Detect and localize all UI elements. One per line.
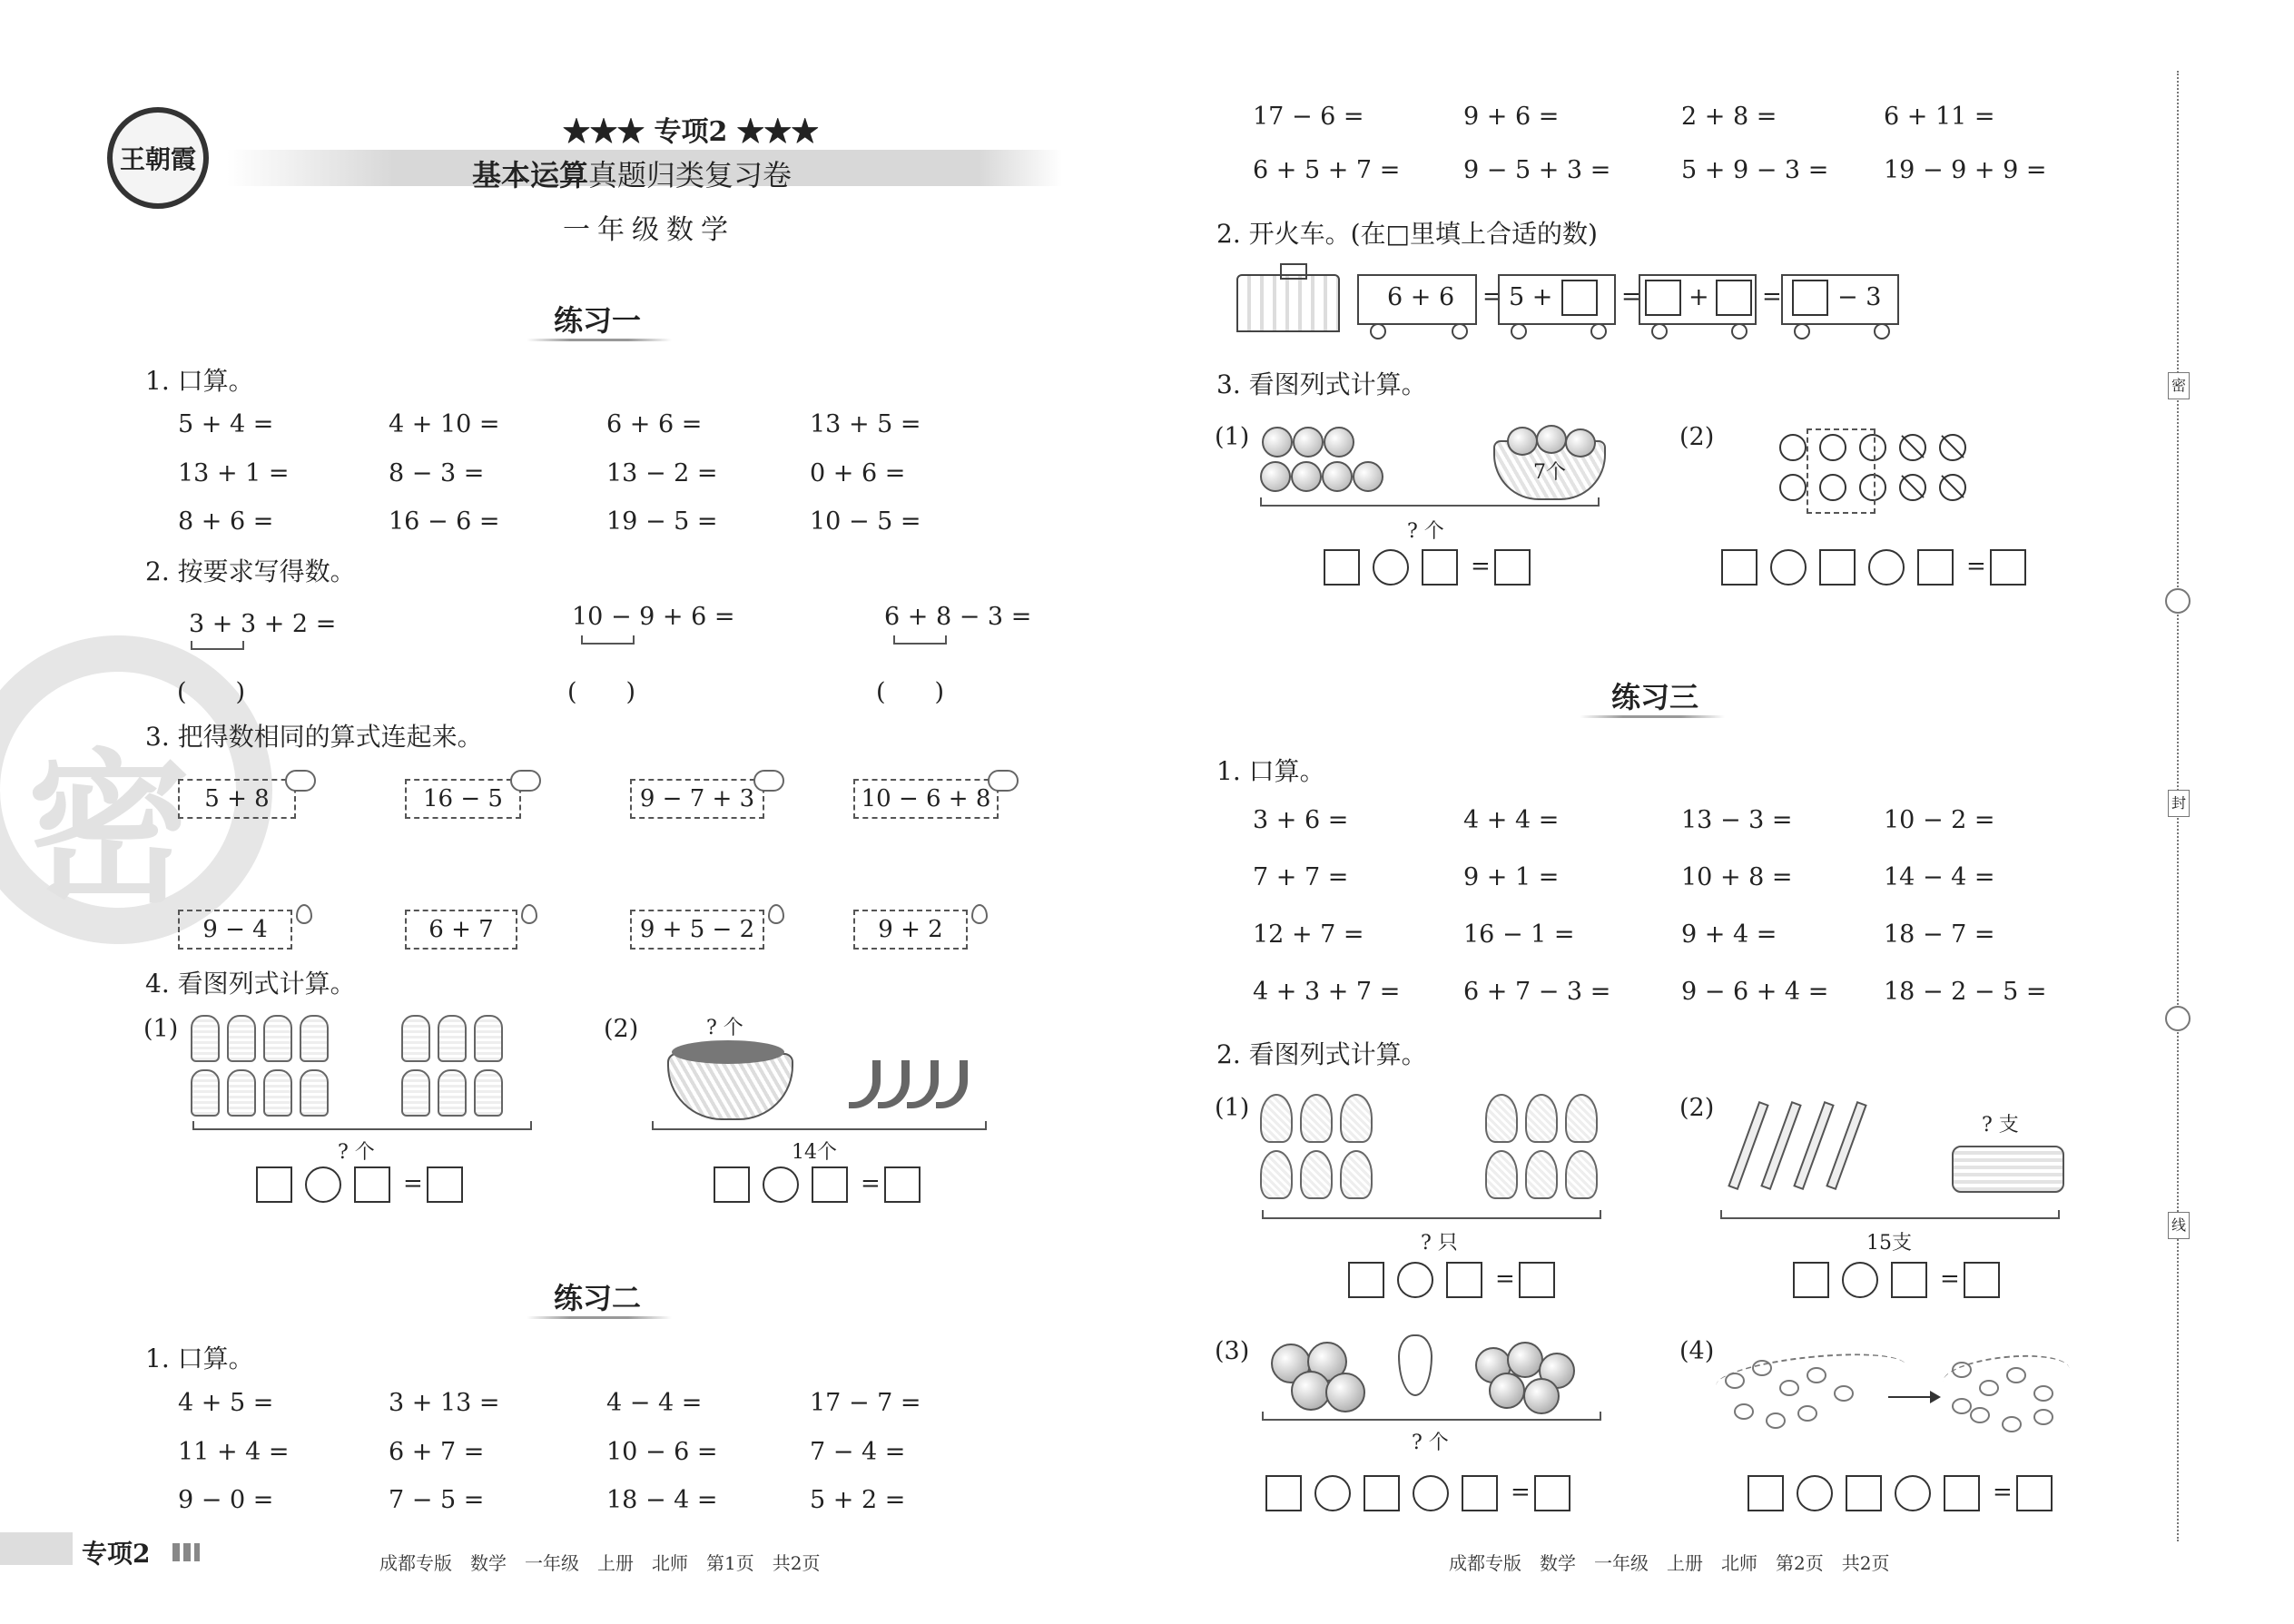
doll-icon xyxy=(263,1015,292,1062)
footer-badge: 专项2 xyxy=(82,1539,151,1569)
arrow-head-icon xyxy=(1930,1391,1941,1403)
wheel-icon xyxy=(1590,323,1607,340)
cloud-icon xyxy=(988,770,1019,792)
header-subtitle: 一年级数学 xyxy=(563,214,735,246)
duck-icon xyxy=(2006,1367,2026,1383)
monkey-icon xyxy=(1300,1094,1333,1143)
ex2-q3-1-brace xyxy=(1260,497,1600,507)
result-box[interactable] xyxy=(1534,1475,1570,1511)
duck-icon xyxy=(2033,1385,2053,1402)
duck-icon xyxy=(1752,1360,1772,1376)
wheel-icon xyxy=(1511,323,1527,340)
page-2-footer: 成都专版 数学 一年级 上册 北师 第2页 共2页 xyxy=(1449,1552,1890,1574)
ex1-q2-brace xyxy=(893,635,947,645)
footer-band xyxy=(0,1532,73,1565)
train-car-3-text: + xyxy=(1689,283,1709,311)
ex1-q3-top-expression[interactable]: 5 + 8 xyxy=(178,779,296,819)
monkey-icon xyxy=(1565,1094,1598,1143)
duck-icon xyxy=(1779,1380,1799,1396)
brand-logo-text: 王朝霞 xyxy=(119,144,196,174)
equals-sign: = xyxy=(1511,1479,1531,1506)
ex2-q1-item: 4 + 5 = xyxy=(178,1389,274,1417)
ex2-q1-item: 10 − 6 = xyxy=(606,1438,718,1466)
ex3-q2-2-total: 15支 xyxy=(1866,1232,1912,1255)
binding-mark: 密 xyxy=(2168,372,2190,399)
apple-icon xyxy=(1262,427,1293,458)
monkey-icon xyxy=(1340,1150,1373,1199)
apple-in-basket-icon xyxy=(1507,427,1538,456)
orange-icon xyxy=(1325,1373,1365,1412)
ex2-q1-item: 3 + 13 = xyxy=(389,1389,500,1417)
train-answer-box[interactable] xyxy=(1561,280,1598,316)
ex1-q3-top-expression[interactable]: 10 − 6 + 8 xyxy=(853,779,999,819)
ex2-q1-item: 7 − 4 = xyxy=(810,1438,906,1466)
ex1-q4-1-brace xyxy=(192,1121,532,1130)
ex3-q1-item: 12 + 7 = xyxy=(1253,920,1364,949)
circle-icon xyxy=(1779,474,1807,501)
ex2-q1-item: 5 + 2 = xyxy=(810,1486,906,1514)
operator-circle[interactable] xyxy=(1895,1475,1931,1511)
ex2-q1-continued-item: 6 + 5 + 7 = xyxy=(1253,156,1401,184)
result-box[interactable] xyxy=(1494,549,1531,586)
ex3-q1-heading: 1. 口算。 xyxy=(1216,756,1325,786)
equals-sign: = xyxy=(1940,1265,1960,1293)
duck-icon xyxy=(1834,1385,1854,1402)
ex2-q3-2-label: (2) xyxy=(1679,423,1715,451)
operator-circle[interactable] xyxy=(763,1166,799,1203)
monkey-icon xyxy=(1300,1150,1333,1199)
apple-icon xyxy=(1489,1373,1525,1409)
ex1-q2-brace xyxy=(581,635,635,645)
ex1-q4-2-top: ? 个 xyxy=(706,1017,743,1039)
ex2-q1-continued-item: 17 − 6 = xyxy=(1253,103,1364,131)
ex3-q1-item: 9 − 6 + 4 = xyxy=(1681,978,1829,1006)
apple-icon xyxy=(1260,461,1291,492)
operator-circle[interactable] xyxy=(1797,1475,1833,1511)
answer-box[interactable] xyxy=(812,1166,848,1203)
ex3-q1-item: 9 + 1 = xyxy=(1463,863,1560,891)
equals-sign: = xyxy=(1471,553,1491,580)
ex1-q1-item: 13 + 5 = xyxy=(810,410,921,438)
apple-icon xyxy=(1291,461,1322,492)
wheel-icon xyxy=(1874,323,1890,340)
doll-icon xyxy=(474,1069,503,1117)
header-badge: ★★★ 专项2 ★★★ xyxy=(563,116,819,148)
raindrop-icon xyxy=(768,904,784,924)
ex3-q1-item: 10 + 8 = xyxy=(1681,863,1793,891)
ex3-q2-label: (1) xyxy=(1215,1094,1250,1122)
operator-circle[interactable] xyxy=(1413,1475,1449,1511)
raindrop-icon xyxy=(521,904,537,924)
monkey-icon xyxy=(1260,1150,1293,1199)
train-answer-box[interactable] xyxy=(1792,280,1828,316)
operator-circle[interactable] xyxy=(1314,1475,1351,1511)
ex1-q2-answer[interactable]: ( ) xyxy=(876,678,945,706)
brand-logo xyxy=(107,107,209,209)
answer-box[interactable] xyxy=(1748,1475,1784,1511)
ex2-q1-continued-item: 9 − 5 + 3 = xyxy=(1463,156,1611,184)
ex3-q2-heading: 2. 看图列式计算。 xyxy=(1216,1039,1427,1069)
ex2-q1-continued-item: 6 + 11 = xyxy=(1884,103,1995,131)
apple-icon xyxy=(1523,1378,1560,1414)
doll-icon xyxy=(300,1015,329,1062)
equals-sign: = xyxy=(1495,1265,1515,1293)
ex1-q4-2-total: 14个 xyxy=(792,1141,837,1164)
answer-box[interactable] xyxy=(1891,1262,1927,1298)
duck-icon xyxy=(1797,1405,1817,1422)
monkey-icon xyxy=(1485,1094,1518,1143)
answer-box[interactable] xyxy=(1462,1475,1498,1511)
ex2-q1-item: 4 − 4 = xyxy=(606,1389,703,1417)
exercise-1-title: 练习一 xyxy=(554,303,642,338)
ex3-q2-2-top: ? 支 xyxy=(1982,1114,2019,1137)
result-box[interactable] xyxy=(2016,1475,2053,1511)
duck-icon xyxy=(1952,1362,1972,1378)
exercise-1-underline xyxy=(527,339,672,341)
monkey-icon xyxy=(1525,1094,1558,1143)
operator-circle[interactable] xyxy=(1397,1262,1433,1298)
ex2-q1-item: 11 + 4 = xyxy=(178,1438,290,1466)
ex1-q1-item: 5 + 4 = xyxy=(178,410,274,438)
dashed-group-icon xyxy=(1807,428,1876,514)
pencil-icon xyxy=(1826,1101,1866,1190)
ex3-q2-3-brace xyxy=(1262,1412,1601,1421)
cloud-icon xyxy=(753,770,784,792)
ex1-q2-answer[interactable]: ( ) xyxy=(567,678,636,706)
footer-squares-icon xyxy=(172,1543,200,1561)
ex1-q3-heading: 3. 把得数相同的算式连起来。 xyxy=(145,722,483,752)
pencil-case-icon xyxy=(1952,1146,2064,1193)
ex2-q1-continued-item: 5 + 9 − 3 = xyxy=(1681,156,1829,184)
raindrop-icon xyxy=(971,904,988,924)
ex3-q1-item: 18 − 2 − 5 = xyxy=(1884,978,2047,1006)
ex3-q1-item: 10 − 2 = xyxy=(1884,806,1995,834)
answer-box[interactable] xyxy=(1793,1262,1829,1298)
operator-circle[interactable] xyxy=(305,1166,341,1203)
ex3-q1-item: 4 + 4 = xyxy=(1463,806,1560,834)
ex2-q1-heading: 1. 口算。 xyxy=(145,1343,254,1373)
doll-icon xyxy=(474,1015,503,1062)
apple-basket-label: 7个 xyxy=(1533,460,1566,484)
ex1-q1-item: 10 − 5 = xyxy=(810,507,921,536)
ex3-q1-item: 14 − 4 = xyxy=(1884,863,1995,891)
ex2-q3-1-label: (1) xyxy=(1215,423,1250,451)
doll-icon xyxy=(227,1015,256,1062)
ex3-q1-item: 6 + 7 − 3 = xyxy=(1463,978,1611,1006)
ex3-q2-3-total: ? 个 xyxy=(1412,1432,1449,1454)
duck-icon xyxy=(2033,1409,2053,1425)
ex1-q3-bottom-expression[interactable]: 6 + 7 xyxy=(405,910,517,950)
result-box[interactable] xyxy=(427,1166,463,1203)
duck-icon xyxy=(2002,1416,2022,1432)
page-1-footer: 成都专版 数学 一年级 上册 北师 第1页 共2页 xyxy=(379,1552,821,1574)
monkey-icon xyxy=(1525,1150,1558,1199)
doll-icon xyxy=(191,1069,220,1117)
answer-box[interactable] xyxy=(1446,1262,1482,1298)
duck-icon xyxy=(1734,1403,1754,1420)
ex1-q1-item: 8 − 3 = xyxy=(389,459,485,487)
equals-sign: = xyxy=(1621,283,1641,310)
ex3-q1-item: 9 + 4 = xyxy=(1681,920,1777,949)
apple-in-basket-icon xyxy=(1565,428,1596,458)
apple-icon xyxy=(1322,461,1353,492)
ex1-q1-heading: 1. 口算。 xyxy=(145,366,254,396)
ex3-q1-item: 4 + 3 + 7 = xyxy=(1253,978,1401,1006)
train-car-4-text: − 3 xyxy=(1837,283,1882,311)
ex2-q1-item: 18 − 4 = xyxy=(606,1486,718,1514)
ex3-q2-1-brace xyxy=(1262,1210,1601,1219)
ex1-q3-top-expression[interactable]: 16 − 5 xyxy=(405,779,521,819)
operator-circle[interactable] xyxy=(1868,549,1905,586)
result-box[interactable] xyxy=(884,1166,921,1203)
duck-icon xyxy=(1979,1380,1999,1396)
ex1-q2-item: 6 + 8 − 3 = xyxy=(884,603,1032,631)
ex2-q3-heading: 3. 看图列式计算。 xyxy=(1216,369,1427,399)
duck-icon xyxy=(1970,1407,1990,1423)
monkey-icon xyxy=(1565,1150,1598,1199)
ex1-q4-1-label: (1) xyxy=(143,1015,179,1043)
ex1-q1-item: 0 + 6 = xyxy=(810,459,906,487)
ex2-q1-item: 6 + 7 = xyxy=(389,1438,485,1466)
binding-hole-icon xyxy=(2165,588,2191,614)
raindrop-icon xyxy=(296,904,312,924)
pepper-basket-contents-icon xyxy=(672,1040,784,1064)
doll-icon xyxy=(300,1069,329,1117)
train-car-2-text: 5 + xyxy=(1509,283,1553,311)
ex1-q1-item: 13 + 1 = xyxy=(178,459,290,487)
ex1-q2-heading: 2. 按要求写得数。 xyxy=(145,556,356,586)
ex1-q2-brace xyxy=(191,641,244,650)
answer-box[interactable] xyxy=(1721,549,1757,586)
answer-box[interactable] xyxy=(1324,549,1360,586)
ex3-q1-item: 13 − 3 = xyxy=(1681,806,1793,834)
doll-icon xyxy=(401,1069,430,1117)
exercise-2-title: 练习二 xyxy=(554,1281,642,1315)
answer-box[interactable] xyxy=(1819,549,1856,586)
doll-icon xyxy=(401,1015,430,1062)
answer-box[interactable] xyxy=(1944,1475,1980,1511)
ex1-q2-answer[interactable]: ( ) xyxy=(177,678,246,706)
operator-circle[interactable] xyxy=(1842,1262,1878,1298)
cloud-icon xyxy=(510,770,541,792)
operator-circle[interactable] xyxy=(1770,549,1807,586)
train-car-1-text: 6 + 6 xyxy=(1387,283,1455,311)
answer-box[interactable] xyxy=(1422,549,1458,586)
ex3-q2-1-total: ? 只 xyxy=(1421,1232,1458,1255)
answer-box[interactable] xyxy=(256,1166,292,1203)
apple-icon xyxy=(1293,427,1324,458)
wheel-icon xyxy=(1794,323,1810,340)
exercise-2-underline xyxy=(527,1316,672,1319)
duck-icon xyxy=(1952,1398,1972,1414)
ex1-q1-item: 8 + 6 = xyxy=(178,507,274,536)
ex1-q1-item: 19 − 5 = xyxy=(606,507,718,536)
train-answer-box[interactable] xyxy=(1716,280,1752,316)
ex1-q4-heading: 4. 看图列式计算。 xyxy=(145,969,356,999)
ex3-q2-2-brace xyxy=(1720,1210,2060,1219)
equals-sign: = xyxy=(1993,1479,2013,1506)
ex1-q3-bottom-expression[interactable]: 9 + 5 − 2 xyxy=(630,910,764,950)
answer-box[interactable] xyxy=(1364,1475,1400,1511)
pepper-icon xyxy=(849,1060,881,1108)
pepper-icon xyxy=(878,1060,910,1108)
ex1-q2-item: 10 − 9 + 6 = xyxy=(572,603,735,631)
exercise-3-title: 练习三 xyxy=(1611,680,1699,714)
wheel-icon xyxy=(1452,323,1468,340)
apple-icon xyxy=(1324,427,1354,458)
doll-icon xyxy=(438,1069,467,1117)
ex1-q1-item: 16 − 6 = xyxy=(389,507,500,536)
binding-mark: 线 xyxy=(2168,1212,2190,1239)
equals-sign: = xyxy=(861,1170,881,1197)
ex1-q1-item: 13 − 2 = xyxy=(606,459,718,487)
duck-icon xyxy=(1766,1412,1786,1429)
duck-icon xyxy=(1807,1367,1826,1383)
ex2-q1-continued-item: 19 − 9 + 9 = xyxy=(1884,156,2047,184)
answer-box[interactable] xyxy=(354,1166,390,1203)
ex2-q1-continued-item: 9 + 6 = xyxy=(1463,103,1560,131)
equals-sign: = xyxy=(1482,283,1502,310)
apple-in-basket-icon xyxy=(1536,425,1567,454)
ex2-q1-item: 7 − 5 = xyxy=(389,1486,485,1514)
ex2-q1-continued-item: 2 + 8 = xyxy=(1681,103,1777,131)
doll-icon xyxy=(438,1015,467,1062)
ex1-q3-bottom-expression[interactable]: 9 − 4 xyxy=(178,910,292,950)
ex3-q1-item: 3 + 6 = xyxy=(1253,806,1349,834)
operator-circle[interactable] xyxy=(1373,549,1409,586)
ex1-q4-2-label: (2) xyxy=(604,1015,639,1043)
ex3-q1-item: 16 − 1 = xyxy=(1463,920,1575,949)
doll-icon xyxy=(263,1069,292,1117)
ex1-q3-bottom-expression[interactable]: 9 + 2 xyxy=(853,910,968,950)
locomotive-chimney-icon xyxy=(1280,263,1307,280)
circle-icon xyxy=(1779,434,1807,461)
monkey-icon xyxy=(1485,1150,1518,1199)
ex3-q1-item: 18 − 7 = xyxy=(1884,920,1995,949)
ex2-q1-item: 9 − 0 = xyxy=(178,1486,274,1514)
monkey-icon xyxy=(1340,1094,1373,1143)
locomotive-icon xyxy=(1236,274,1340,332)
answer-box[interactable] xyxy=(1917,549,1954,586)
ex2-q1-item: 17 − 7 = xyxy=(810,1389,921,1417)
wheel-icon xyxy=(1370,323,1386,340)
answer-box[interactable] xyxy=(714,1166,750,1203)
train-answer-box[interactable] xyxy=(1645,280,1681,316)
exercise-3-underline xyxy=(1580,715,1725,718)
pepper-icon xyxy=(936,1060,968,1108)
ex1-q1-item: 4 + 10 = xyxy=(389,410,500,438)
ex1-q4-2-brace xyxy=(652,1121,987,1130)
duck-icon xyxy=(1725,1373,1745,1389)
ex3-q2-label: (3) xyxy=(1215,1337,1250,1365)
watermark-seal-text: 密 xyxy=(27,735,192,925)
cloud-icon xyxy=(285,770,316,792)
answer-box[interactable] xyxy=(1846,1475,1882,1511)
pepper-icon xyxy=(907,1060,939,1108)
equals-sign: = xyxy=(403,1170,423,1197)
ex1-q4-1-total: ? 个 xyxy=(338,1141,375,1164)
pear-icon xyxy=(1398,1334,1433,1396)
ex2-q2-heading: 2. 开火车。(在□里填上合适的数) xyxy=(1216,219,1598,249)
ex3-q2-label: (4) xyxy=(1679,1337,1715,1365)
binding-mark: 封 xyxy=(2168,790,2190,817)
wheel-icon xyxy=(1731,323,1748,340)
apple-icon xyxy=(1353,461,1383,492)
header-title: 基本运算真题归类复习卷 xyxy=(472,158,793,192)
result-box[interactable] xyxy=(1990,549,2026,586)
result-box[interactable] xyxy=(1519,1262,1555,1298)
ex1-q1-item: 6 + 6 = xyxy=(606,410,703,438)
equals-sign: = xyxy=(1762,283,1782,310)
wheel-icon xyxy=(1651,323,1668,340)
answer-box[interactable] xyxy=(1265,1475,1302,1511)
ex2-q3-1-total: ? 个 xyxy=(1407,520,1444,543)
doll-icon xyxy=(191,1015,220,1062)
ex3-q2-label: (2) xyxy=(1679,1094,1715,1122)
equals-sign: = xyxy=(1966,553,1986,580)
result-box[interactable] xyxy=(1964,1262,2000,1298)
monkey-icon xyxy=(1260,1094,1293,1143)
doll-icon xyxy=(227,1069,256,1117)
ex1-q2-item: 3 + 3 + 2 = xyxy=(189,610,337,638)
ex1-q3-top-expression[interactable]: 9 − 7 + 3 xyxy=(630,779,764,819)
answer-box[interactable] xyxy=(1348,1262,1384,1298)
binding-hole-icon xyxy=(2165,1006,2191,1031)
ex3-q1-item: 7 + 7 = xyxy=(1253,863,1349,891)
